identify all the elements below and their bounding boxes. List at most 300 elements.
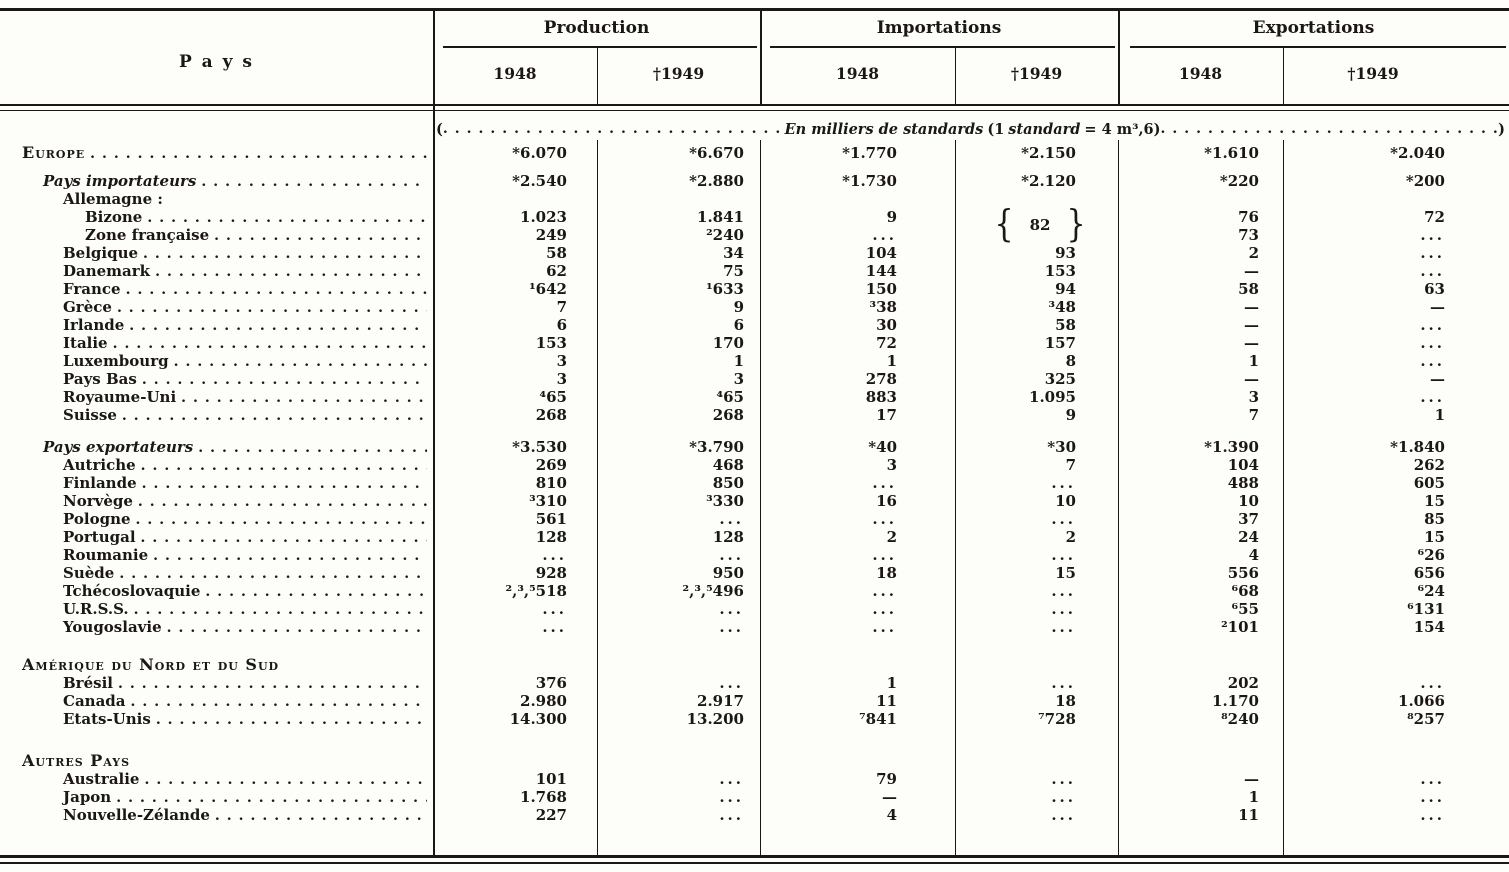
pays-column-header: P a y s (178, 52, 254, 72)
exportations-1948-header: 1948 (1178, 64, 1223, 83)
table-row (0, 406, 1509, 424)
value-cell: ... (1051, 582, 1076, 600)
value-cell: — (1244, 262, 1259, 280)
value-cell: 18 (876, 564, 897, 582)
value-cell: *2.540 (512, 172, 567, 190)
value-cell: 150 (865, 280, 897, 298)
value-cell: ¹633 (706, 280, 744, 298)
value-cell: 2 (886, 528, 897, 546)
value-cell: 950 (712, 564, 744, 582)
table-row (0, 208, 1509, 226)
value-cell: 72 (1424, 208, 1445, 226)
leader-dots (126, 280, 427, 298)
row-label: Royaume-Uni ..... (0, 388, 433, 406)
value-cell: 928 (535, 564, 567, 582)
value-cell: 72 (876, 334, 897, 352)
value-cell: ¹642 (529, 280, 567, 298)
row-label: Etats-Unis ..... (0, 710, 433, 728)
value-cell: ⁶55 (1231, 600, 1259, 618)
row-label: Pays importateurs ..... (0, 172, 433, 190)
value-cell (760, 190, 955, 208)
value-cell: ... (1420, 788, 1445, 806)
value-cell: 153 (535, 334, 567, 352)
production-group-header: Production (543, 18, 650, 38)
value-cell: 202 (1227, 674, 1259, 692)
value-cell: 7 (556, 298, 567, 316)
value-cell: ... (1051, 474, 1076, 492)
value-cell: ... (542, 600, 567, 618)
leader-dots (142, 474, 427, 492)
value-cell: 1.066 (1398, 692, 1445, 710)
value-cell: 2.917 (697, 692, 744, 710)
value-cell: 227 (535, 806, 567, 824)
value-cell (433, 190, 597, 208)
units-paren-open: (1 (987, 120, 1005, 138)
value-cell: ³330 (706, 492, 744, 510)
row-label: Australie ..... (0, 770, 433, 788)
row-label: Finlande ..... (0, 474, 433, 492)
value-cell: *220 (1219, 172, 1259, 190)
value-cell: 488 (1227, 474, 1259, 492)
leader-dots (131, 692, 428, 710)
value-cell (597, 752, 760, 770)
value-cell: — (1244, 770, 1259, 788)
value-cell: 556 (1227, 564, 1259, 582)
value-cell: 1 (1248, 352, 1259, 370)
leader-dots (143, 244, 427, 262)
value-cell: 17 (876, 406, 897, 424)
value-cell: ... (872, 226, 897, 244)
value-cell: ... (719, 618, 744, 636)
row-label: Europe ..... (0, 144, 433, 162)
row-label: Zone française ..... (0, 226, 433, 244)
leader-dots (134, 600, 427, 618)
value-cell: *3.790 (689, 438, 744, 456)
value-cell: 76 (1238, 208, 1259, 226)
row-label: Portugal ..... (0, 528, 433, 546)
table-row (0, 492, 1509, 510)
value-cell: 1 (733, 352, 744, 370)
open-brace: { (994, 202, 1014, 247)
value-cell: ... (1420, 770, 1445, 788)
value-cell: *1.840 (1390, 438, 1445, 456)
value-cell: 153 (1044, 262, 1076, 280)
value-cell: 30 (876, 316, 897, 334)
value-cell: 9 (733, 298, 744, 316)
value-cell: *30 (1047, 438, 1076, 456)
value-cell (1283, 190, 1509, 208)
value-cell (1283, 752, 1509, 770)
table-row (0, 144, 1509, 162)
value-cell: 104 (865, 244, 897, 262)
row-label: Autriche ..... (0, 456, 433, 474)
leader-dots (153, 546, 427, 564)
table-row (0, 710, 1509, 728)
value-cell: ... (872, 474, 897, 492)
table-row (0, 582, 1509, 600)
table-row (0, 674, 1509, 692)
table-row (0, 190, 1509, 208)
value-cell: ... (1420, 806, 1445, 824)
value-cell: — (882, 788, 897, 806)
close-brace: } (1066, 202, 1086, 247)
value-cell: ... (872, 546, 897, 564)
leader-dots (90, 144, 427, 162)
value-cell: 15 (1055, 564, 1076, 582)
leader-dots (141, 528, 427, 546)
value-cell: 15 (1424, 528, 1445, 546)
leader-dots (167, 618, 427, 636)
leader-dots (122, 406, 427, 424)
leader-dots (141, 456, 427, 474)
value-cell (955, 656, 1118, 674)
leader-dots (181, 388, 427, 406)
value-cell: 16 (876, 492, 897, 510)
leader-dots (201, 172, 427, 190)
row-label: Pays Bas ..... (0, 370, 433, 388)
importations-1948-header: 1948 (835, 64, 880, 83)
value-cell (1118, 656, 1283, 674)
leader-dots (155, 262, 427, 280)
table-row (0, 172, 1509, 190)
value-cell: 278 (865, 370, 897, 388)
value-cell (760, 656, 955, 674)
value-cell: 3 (556, 352, 567, 370)
value-cell (433, 656, 597, 674)
leader-dots (117, 298, 427, 316)
value-cell: ... (719, 674, 744, 692)
importations-1949-header: †1949 (1010, 64, 1063, 83)
exportations-group-header: Exportations (1252, 18, 1375, 38)
value-cell: ... (1051, 674, 1076, 692)
table-row (0, 656, 1509, 674)
leader-dots (205, 582, 427, 600)
table-row (0, 456, 1509, 474)
row-label: Allemagne : (63, 190, 163, 208)
value-cell: *2.150 (1021, 144, 1076, 162)
row-label: Belgique ..... (0, 244, 433, 262)
value-cell: ⁸257 (1407, 710, 1445, 728)
leader-dots (138, 492, 427, 510)
value-cell: ³38 (869, 298, 897, 316)
value-cell: 104 (1227, 456, 1259, 474)
table-row (0, 564, 1509, 582)
value-cell: ²,³,⁵518 (505, 582, 567, 600)
leader-dots (113, 334, 427, 352)
table-row (0, 788, 1509, 806)
value-cell: *1.730 (842, 172, 897, 190)
row-label: Irlande ..... (0, 316, 433, 334)
value-cell: ⁶68 (1231, 582, 1259, 600)
germany-import-1949-value: 82 (1029, 216, 1051, 234)
value-cell: 1.768 (520, 788, 567, 806)
units-text: En milliers de standards (784, 120, 984, 138)
value-cell: ²240 (706, 226, 744, 244)
value-cell: 325 (1044, 370, 1076, 388)
production-1949-header: †1949 (652, 64, 705, 83)
value-cell: 262 (1413, 456, 1445, 474)
value-cell: 10 (1238, 492, 1259, 510)
value-cell: ⁶24 (1417, 582, 1445, 600)
value-cell: 1 (886, 352, 897, 370)
value-cell: 58 (1055, 316, 1076, 334)
row-label: Brésil ..... (0, 674, 433, 692)
value-cell (433, 752, 597, 770)
table-row (0, 334, 1509, 352)
value-cell: *40 (868, 438, 897, 456)
table-row (0, 474, 1509, 492)
value-cell: ... (1420, 316, 1445, 334)
leader-dots (142, 370, 427, 388)
exportations-underline (1130, 46, 1506, 48)
table-row (0, 770, 1509, 788)
value-cell: ⁷728 (1038, 710, 1076, 728)
value-cell: *6.070 (512, 144, 567, 162)
value-cell: 10 (1055, 492, 1076, 510)
leader-dots (198, 438, 427, 456)
value-cell: ⁷841 (859, 710, 897, 728)
row-label: France ..... (0, 280, 433, 298)
table-row (0, 546, 1509, 564)
value-cell: ³310 (529, 492, 567, 510)
value-cell: 94 (1055, 280, 1076, 298)
value-cell: — (1244, 298, 1259, 316)
value-cell (1118, 752, 1283, 770)
value-cell: 1.841 (697, 208, 744, 226)
value-cell (760, 752, 955, 770)
value-cell: 58 (546, 244, 567, 262)
value-cell: ⁶131 (1407, 600, 1445, 618)
value-cell: ³48 (1048, 298, 1076, 316)
value-cell: ... (1051, 618, 1076, 636)
value-cell: 883 (865, 388, 897, 406)
value-cell: 810 (535, 474, 567, 492)
value-cell: 376 (535, 674, 567, 692)
value-cell: 58 (1238, 280, 1259, 298)
value-cell: 101 (535, 770, 567, 788)
table-row (0, 618, 1509, 636)
row-label: Luxembourg ..... (0, 352, 433, 370)
value-cell: ... (1420, 226, 1445, 244)
units-close-paren: ) (1498, 120, 1506, 138)
value-cell: 63 (1424, 280, 1445, 298)
value-cell: 1 (1434, 406, 1445, 424)
value-cell: ... (872, 510, 897, 528)
value-cell: 3 (733, 370, 744, 388)
value-cell: 1.023 (520, 208, 567, 226)
value-cell: 37 (1238, 510, 1259, 528)
value-cell: 144 (865, 262, 897, 280)
value-cell: 79 (876, 770, 897, 788)
value-cell: 1.095 (1029, 388, 1076, 406)
table-body (0, 140, 1509, 824)
production-underline (443, 46, 757, 48)
units-leader-right (1160, 120, 1498, 138)
value-cell: ⁶26 (1417, 546, 1445, 564)
value-cell: 268 (712, 406, 744, 424)
value-cell: 154 (1413, 618, 1445, 636)
value-cell: — (1244, 334, 1259, 352)
value-cell: 24 (1238, 528, 1259, 546)
table-row (0, 600, 1509, 618)
table-row (0, 388, 1509, 406)
leader-dots (215, 806, 427, 824)
value-cell: 4 (1248, 546, 1259, 564)
value-cell: ... (1051, 806, 1076, 824)
value-cell: 561 (535, 510, 567, 528)
value-cell: ... (719, 600, 744, 618)
value-cell: ... (872, 582, 897, 600)
units-open-paren: ( (436, 120, 443, 138)
value-cell: 2.980 (520, 692, 567, 710)
value-cell: 249 (535, 226, 567, 244)
value-cell: 7 (1248, 406, 1259, 424)
value-cell: 13.200 (686, 710, 744, 728)
value-cell: 18 (1055, 692, 1076, 710)
value-cell: 128 (535, 528, 567, 546)
value-cell: — (1430, 370, 1445, 388)
leader-dots (144, 770, 427, 788)
value-cell: 6 (556, 316, 567, 334)
row-label: Tchécoslovaquie ..... (0, 582, 433, 600)
value-cell: ... (1420, 334, 1445, 352)
row-label: Yougoslavie ..... (0, 618, 433, 636)
leader-dots (119, 564, 427, 582)
row-label: Grèce ..... (0, 298, 433, 316)
value-cell: ... (542, 546, 567, 564)
row-label: Danemark ..... (0, 262, 433, 280)
value-cell: *2.880 (689, 172, 744, 190)
value-cell: ... (1051, 600, 1076, 618)
value-cell: 93 (1055, 244, 1076, 262)
table-bottom-rule-2 (0, 862, 1509, 864)
value-cell: 7 (1065, 456, 1076, 474)
value-cell: ... (1051, 770, 1076, 788)
value-cell: ²,³,⁵496 (682, 582, 744, 600)
leader-dots (214, 226, 427, 244)
value-cell: 9 (886, 208, 897, 226)
value-cell: ... (719, 510, 744, 528)
value-cell: 34 (723, 244, 744, 262)
value-cell: 11 (876, 692, 897, 710)
table-row (0, 510, 1509, 528)
value-cell: 9 (1065, 406, 1076, 424)
leader-dots (174, 352, 427, 370)
value-cell: 128 (712, 528, 744, 546)
value-cell: 15 (1424, 492, 1445, 510)
units-conversion: = 4 m³,6) (1084, 120, 1161, 138)
value-cell: ... (1051, 510, 1076, 528)
leader-dots (136, 510, 427, 528)
value-cell: 2 (1248, 244, 1259, 262)
row-label: U.R.S.S. ..... (0, 600, 433, 618)
value-cell: 850 (712, 474, 744, 492)
value-cell: 62 (546, 262, 567, 280)
value-cell: 85 (1424, 510, 1445, 528)
leader-dots (116, 788, 427, 806)
production-1948-header: 1948 (493, 64, 537, 83)
row-label: Pologne ..... (0, 510, 433, 528)
value-cell: — (1430, 298, 1445, 316)
value-cell: 468 (712, 456, 744, 474)
value-cell: ... (1420, 352, 1445, 370)
value-cell: ... (719, 806, 744, 824)
row-label: Roumanie ..... (0, 546, 433, 564)
value-cell: 1 (886, 674, 897, 692)
value-cell: *1.770 (842, 144, 897, 162)
table-row (0, 806, 1509, 824)
row-label: Norvège ..... (0, 492, 433, 510)
table-row (0, 262, 1509, 280)
value-cell: ... (1420, 388, 1445, 406)
value-cell: 14.300 (509, 710, 567, 728)
value-cell: 3 (886, 456, 897, 474)
value-cell: ²101 (1221, 618, 1259, 636)
row-label: Suède ..... (0, 564, 433, 582)
value-cell: ... (1420, 262, 1445, 280)
row-label: Canada ..... (0, 692, 433, 710)
table-row (0, 244, 1509, 262)
value-cell: 2 (1065, 528, 1076, 546)
value-cell (597, 190, 760, 208)
value-cell: 157 (1044, 334, 1076, 352)
value-cell: 8 (1065, 352, 1076, 370)
exportations-1949-header: †1949 (1347, 64, 1399, 83)
row-label: Autres Pays (22, 752, 131, 770)
units-standard-word: standard (1008, 120, 1081, 138)
row-label: Pays exportateurs ..... (0, 438, 433, 456)
value-cell: ... (1051, 788, 1076, 806)
value-cell: 4 (886, 806, 897, 824)
value-cell: — (1244, 316, 1259, 334)
value-cell: ... (719, 788, 744, 806)
value-cell: 1.170 (1212, 692, 1259, 710)
importations-group-header: Importations (876, 18, 1002, 38)
header-bottom-rule (0, 104, 1509, 106)
value-cell: ... (542, 618, 567, 636)
table-row (0, 370, 1509, 388)
leader-dots (129, 316, 427, 334)
units-leader-left (443, 120, 781, 138)
value-cell: 75 (723, 262, 744, 280)
germany-import-brace-group (975, 202, 1105, 247)
table-row (0, 352, 1509, 370)
value-cell: *1.390 (1204, 438, 1259, 456)
leader-dots (118, 674, 427, 692)
value-cell: 6 (733, 316, 744, 334)
value-cell: ... (1051, 546, 1076, 564)
value-cell: *1.610 (1204, 144, 1259, 162)
row-label: Amérique du Nord et du Sud (22, 656, 280, 674)
table-row (0, 692, 1509, 710)
table-row (0, 528, 1509, 546)
value-cell: *2.040 (1390, 144, 1445, 162)
value-cell: 656 (1413, 564, 1445, 582)
row-label: Italie ..... (0, 334, 433, 352)
value-cell (1118, 190, 1283, 208)
value-cell: *2.120 (1021, 172, 1076, 190)
value-cell: ⁴65 (539, 388, 567, 406)
leader-dots (156, 710, 427, 728)
row-label: Bizone ..... (0, 208, 433, 226)
value-cell: *3.530 (512, 438, 567, 456)
value-cell: *200 (1405, 172, 1445, 190)
value-cell: 268 (535, 406, 567, 424)
value-cell: *6.670 (689, 144, 744, 162)
value-cell: 11 (1238, 806, 1259, 824)
table-row (0, 298, 1509, 316)
value-cell: 269 (535, 456, 567, 474)
